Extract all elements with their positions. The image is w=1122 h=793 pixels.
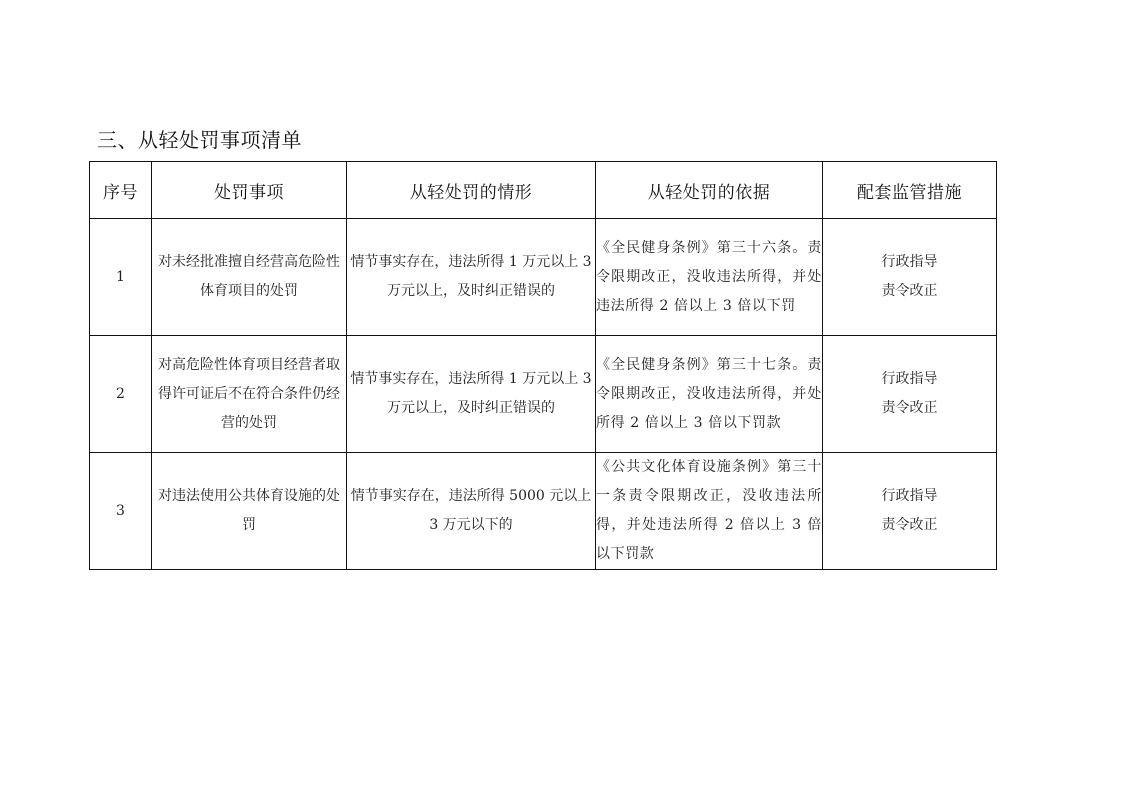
lenient-basis <box>596 453 823 570</box>
row-number: 3 <box>90 453 152 570</box>
table-header-row <box>90 162 997 219</box>
penalty-item <box>152 453 347 570</box>
table-row <box>90 336 997 453</box>
table-row <box>90 219 997 336</box>
supervision-measures <box>823 453 997 570</box>
lenient-situation-text: 情节事实存在，违法所得 1 万元以上 3 万元以上，及时纠正错误的 <box>350 254 592 299</box>
lenient-basis-text: 《公共文化体育设施条例》第三十一条责令限期改正，没收违法所得，并处违法所得 2 倍以上 3 倍以下罚款 <box>596 459 822 562</box>
lenient-situation-text: 情节事实存在，违法所得 5000 元以上 3 万元以下的 <box>350 488 592 533</box>
penalty-table <box>89 161 997 570</box>
lenient-situation <box>347 336 596 453</box>
supervision-measures-text: 行政指导 责令改正 <box>881 488 938 533</box>
header-situation: 从轻处罚的情形 <box>347 162 596 219</box>
lenient-situation <box>347 453 596 570</box>
supervision-measures-text: 行政指导 责令改正 <box>881 254 938 299</box>
penalty-item-text: 对未经批准擅自经营高危险性体育项目的处罚 <box>158 254 340 299</box>
supervision-measures-text: 行政指导 责令改正 <box>881 371 938 416</box>
supervision-measures <box>823 219 997 336</box>
penalty-item <box>152 336 347 453</box>
row-number: 2 <box>90 336 152 453</box>
lenient-situation <box>347 219 596 336</box>
header-no: 序号 <box>90 162 152 219</box>
header-basis: 从轻处罚的依据 <box>596 162 823 219</box>
lenient-basis-text: 《全民健身条例》第三十六条。责令限期改正，没收违法所得，并处违法所得 2 倍以上 3 倍以下罚 <box>596 239 822 314</box>
penalty-item-text: 对高危险性体育项目经营者取得许可证后不在符合条件仍经营的处罚 <box>158 356 340 431</box>
lenient-basis <box>596 219 823 336</box>
row-number: 1 <box>90 219 152 336</box>
penalty-item <box>152 219 347 336</box>
table-row <box>90 453 997 570</box>
supervision-measures <box>823 336 997 453</box>
header-measures: 配套监管措施 <box>823 162 997 219</box>
lenient-basis-text: 《全民健身条例》第三十七条。责令限期改正，没收违法所得，并处所得 2 倍以上 3 倍以下罚款 <box>596 356 822 431</box>
section-title: 三、从轻处罚事项清单 <box>97 128 302 152</box>
header-item: 处罚事项 <box>152 162 347 219</box>
penalty-item-text: 对违法使用公共体育设施的处罚 <box>158 488 340 533</box>
lenient-basis <box>596 336 823 453</box>
lenient-situation-text: 情节事实存在，违法所得 1 万元以上 3 万元以上，及时纠正错误的 <box>350 371 592 416</box>
